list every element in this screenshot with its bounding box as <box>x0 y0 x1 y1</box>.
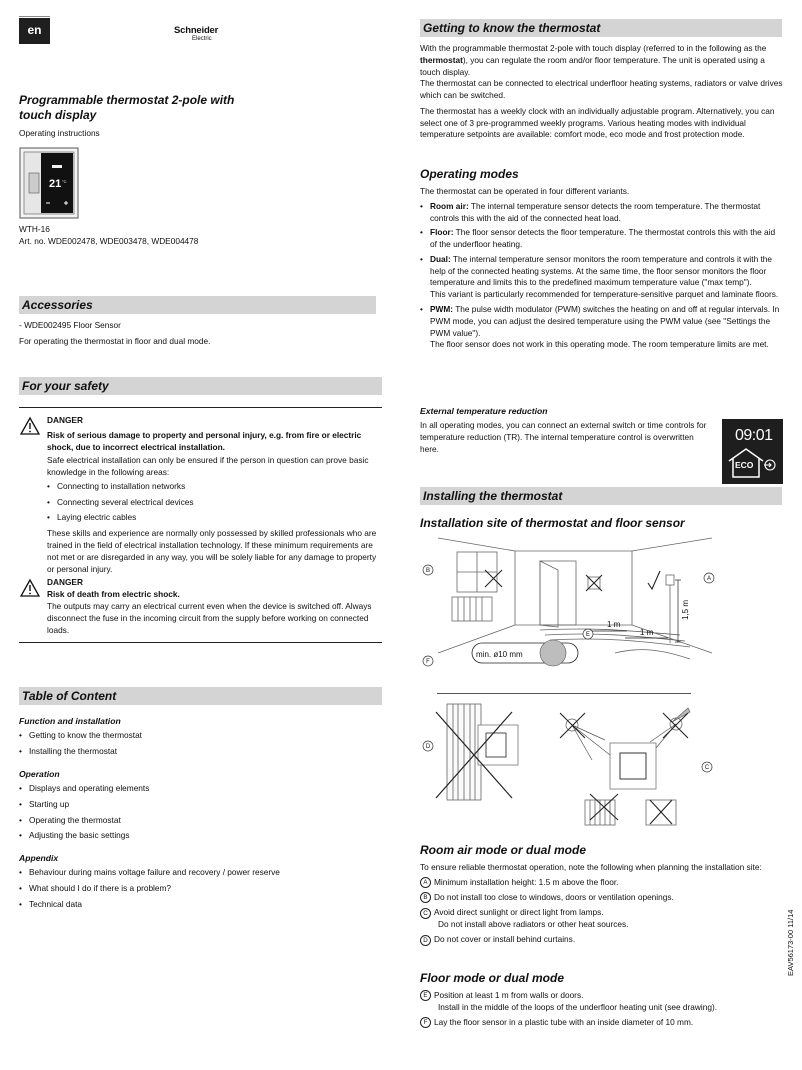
marker-e: E <box>585 632 591 638</box>
dimension-1m-b: 1 m <box>640 628 654 637</box>
roomair-heading: Room air mode or dual mode <box>420 843 587 857</box>
modes-section <box>420 167 784 354</box>
toc-item: • Starting up <box>19 799 382 811</box>
roomair-item-c <box>420 907 784 931</box>
product-subtitle: Operating instructions <box>19 128 100 138</box>
toc-item: • Installing the thermostat <box>19 746 382 758</box>
floormode-text: Position at least 1 m from walls or doors. <box>434 990 584 1000</box>
know-p1-c: ), you can regulate the room and/or floor temperature. The unit is operated using a touch display. <box>420 54 765 77</box>
toc-item: • Behaviour during mains voltage failure and recovery / power reserve <box>19 867 382 879</box>
danger2-bold: Risk of death from electric shock. <box>47 589 180 600</box>
eco-display-image <box>722 419 783 484</box>
safety-top-rule <box>19 407 382 408</box>
accessories-text: For operating the thermostat in floor and dual mode. <box>19 335 211 346</box>
list-item: • Connecting several electrical devices <box>47 497 382 509</box>
dimension-1m-a: 1 m <box>607 620 621 629</box>
floormode-item-f <box>420 1017 765 1029</box>
toc-item: • Technical data <box>19 899 382 911</box>
danger1-list <box>47 481 382 524</box>
toc-section <box>19 687 382 915</box>
accessories-section <box>19 296 376 348</box>
model-name: WTH-16 <box>19 224 50 234</box>
product-title-line1: Programmable thermostat 2-pole with <box>19 93 235 107</box>
safety-section <box>19 377 382 643</box>
tube-label: min. ø10 mm <box>476 650 523 659</box>
brand-logo <box>174 24 236 46</box>
danger-block-1 <box>19 415 382 575</box>
mode-text: The pulse width modulator (PWM) switches the heating on and off at regular intervals. In PWM mode, you can adjust the desired temperature using the PWM value (see "Settings the PWM value"). <box>430 304 780 338</box>
mode-label: Dual: <box>430 253 451 264</box>
safety-heading: For your safety <box>19 377 382 395</box>
mode-text: The internal temperature sensor monitors the room temperature and controls it with the help of the connected heating systems. At the same time, the floor sensor monitors the floor temperature and limits this to the predefined maximum temperature value ("max temp"). <box>430 253 773 288</box>
toc-item: • Operating the thermostat <box>19 815 382 827</box>
toc-item: • Adjusting the basic settings <box>19 830 382 842</box>
mode-text: The floor sensor detects the floor temperature. The thermostat controls this with the aid of the underfloor heating. <box>430 227 776 250</box>
floormode-text: Lay the floor sensor in a plastic tube with an inside diameter of 10 mm. <box>434 1017 694 1028</box>
marker-f: F <box>426 659 430 665</box>
product-image-unit: °C <box>62 179 67 184</box>
toc-group-title: Operation <box>19 768 60 779</box>
article-numbers: Art. no. WDE002478, WDE003478, WDE004478 <box>19 235 199 246</box>
mode-item-floor <box>420 227 784 251</box>
language-badge: en <box>19 18 50 44</box>
circle-marker: A <box>420 877 431 888</box>
danger1-text: Safe electrical installation can only be ensured if the person in question can prove basic knowledge in the following areas: <box>47 455 369 478</box>
modes-intro: The thermostat can be operated in four different variants. <box>420 186 630 196</box>
install-site-heading: Installation site of thermostat and floor sensor <box>420 516 685 530</box>
marker-a: A <box>706 576 712 582</box>
floormode-section <box>420 971 765 1032</box>
roomair-extra: Do not install above radiators or other heat sources. <box>438 919 629 930</box>
roomair-item-d <box>420 934 784 946</box>
toc-heading: Table of Content <box>19 687 382 705</box>
mode-label: Room air: <box>430 200 469 211</box>
toc-operation-group <box>19 768 382 842</box>
roomair-text: Minimum installation height: 1.5 m above the floor. <box>434 876 619 887</box>
product-image-temp: 21 <box>49 178 62 190</box>
mode-text: The internal temperature sensor detects the room temperature. The thermostat controls this with the aid of the connected heat load. <box>430 200 761 223</box>
roomair-text: Do not install too close to windows, doors or ventilation openings. <box>434 892 674 903</box>
warning-icon <box>19 415 47 437</box>
marker-b: B <box>425 568 431 574</box>
circle-marker: C <box>420 908 431 919</box>
toc-group-title: Appendix <box>19 853 59 864</box>
circle-marker: F <box>420 1017 431 1028</box>
roomair-text: Avoid direct sunlight or direct light from lamps. <box>434 907 604 918</box>
mode-item-pwm <box>420 304 784 351</box>
toc-item: • What should I do if there is a problem? <box>19 883 382 895</box>
warning-icon <box>19 577 47 599</box>
mode-extra: The floor sensor does not work in this operating mode. The room temperature limits are met. <box>430 339 769 350</box>
eco-display-time: 09:01 <box>735 427 773 444</box>
floormode-extra: Install in the middle of the loops of the underfloor heating unit (see drawing). <box>438 1001 718 1012</box>
roomair-intro: To ensure reliable thermostat operation, note the following when planning the installation site: <box>420 862 762 872</box>
circle-marker: B <box>420 892 431 903</box>
toc-group-title: Function and installation <box>19 716 121 726</box>
marker-c: C <box>704 765 710 771</box>
roomair-item-a <box>420 877 784 889</box>
roomair-list <box>420 877 784 946</box>
toc-item: • Displays and operating elements <box>19 783 382 795</box>
model-block <box>19 224 382 248</box>
modes-list <box>420 201 784 351</box>
brand-name: Schneider <box>174 25 219 36</box>
language-tab-line <box>19 16 50 17</box>
product-title-block <box>19 93 382 140</box>
mode-label: Floor: <box>430 227 454 238</box>
know-p3: The thermostat has a weekly clock with an individually adjustable program. Alternatively, you can select one of 3 pre-programmed weekly programs. Various heating modes with individual temperature setpoints are available: comfort mode, eco mode and frost protection mode. <box>420 105 775 140</box>
toc-item: • Getting to know the thermostat <box>19 730 382 742</box>
danger1-bold: Risk of serious damage to property and personal injury, e.g. from fire or electric shock, due to incorrect electrical installation. <box>47 429 362 452</box>
circle-marker: E <box>420 990 431 1001</box>
danger1-after: These skills and experience are normally only possessed by skilled professionals who are trained in the field of electrical installation technology. If these minimum requirements are not met or are disregarded in any way, you will be solely liable for any damage to property or personal injury. <box>47 528 377 574</box>
know-heading: Getting to know the thermostat <box>420 19 782 37</box>
danger1-label: DANGER <box>47 415 83 425</box>
danger2-text: The outputs may carry an electrical current even when the device is switched off. Always disconnect the fuse in the incoming circuit from the supply before working on connected loads. <box>47 600 372 635</box>
know-p1 <box>420 43 784 78</box>
install-heading: Installing the thermostat <box>420 487 782 505</box>
external-text: In all operating modes, you can connect an external switch or time controls for temperature reduction (TR). The internal temperature control is overwritten here. <box>420 420 707 454</box>
floormode-heading: Floor mode or dual mode <box>420 971 565 985</box>
floormode-item-e <box>420 990 765 1014</box>
know-p2: The thermostat can be connected to electrical underfloor heating systems, radiators or valve drives which can be switched. <box>420 78 783 101</box>
safety-bottom-rule <box>19 642 382 643</box>
accessories-item: - WDE002495 Floor Sensor <box>19 320 121 330</box>
thermostat-product-image <box>19 147 79 219</box>
external-heading: External temperature reduction <box>420 406 548 416</box>
mode-item-dual <box>420 254 784 301</box>
brand-sub: Electric <box>192 36 212 43</box>
install-section <box>420 487 784 531</box>
toc-function-group <box>19 715 382 758</box>
room-installation-diagram <box>420 535 784 670</box>
toc-appendix-group <box>19 852 382 911</box>
roomair-text: Do not cover or install behind curtains. <box>434 934 576 945</box>
modes-heading: Operating modes <box>420 167 519 181</box>
mode-label: PWM: <box>430 304 454 315</box>
danger-block-2 <box>19 577 382 636</box>
danger2-label: DANGER <box>47 577 83 588</box>
document-code: EAV56173-00 11/14 <box>786 909 795 976</box>
floormode-list <box>420 990 765 1029</box>
mode-extra: This variant is particularly recommended for temperature-sensitive parquet and laminate floors. <box>430 289 779 300</box>
list-item: • Connecting to installation networks <box>47 481 382 493</box>
list-item: • Laying electric cables <box>47 512 382 524</box>
know-p1-a: With the programmable thermostat 2-pole with touch display (referred to in the following as the <box>420 43 767 53</box>
roomair-section <box>420 843 784 950</box>
know-section <box>420 19 784 141</box>
circle-marker: D <box>420 935 431 946</box>
placement-restrictions-diagram <box>420 700 784 830</box>
dimension-15m: 1,5 m <box>681 599 690 620</box>
marker-d: D <box>425 744 431 750</box>
diagram-separator <box>437 693 691 694</box>
accessories-heading: Accessories <box>19 296 376 314</box>
roomair-item-b <box>420 892 784 904</box>
product-title-line2: touch display <box>19 108 97 122</box>
eco-display-label: ECO <box>735 460 754 470</box>
external-section <box>420 405 710 456</box>
know-p1-b: thermostat <box>420 54 463 65</box>
mode-item-room-air <box>420 201 784 225</box>
